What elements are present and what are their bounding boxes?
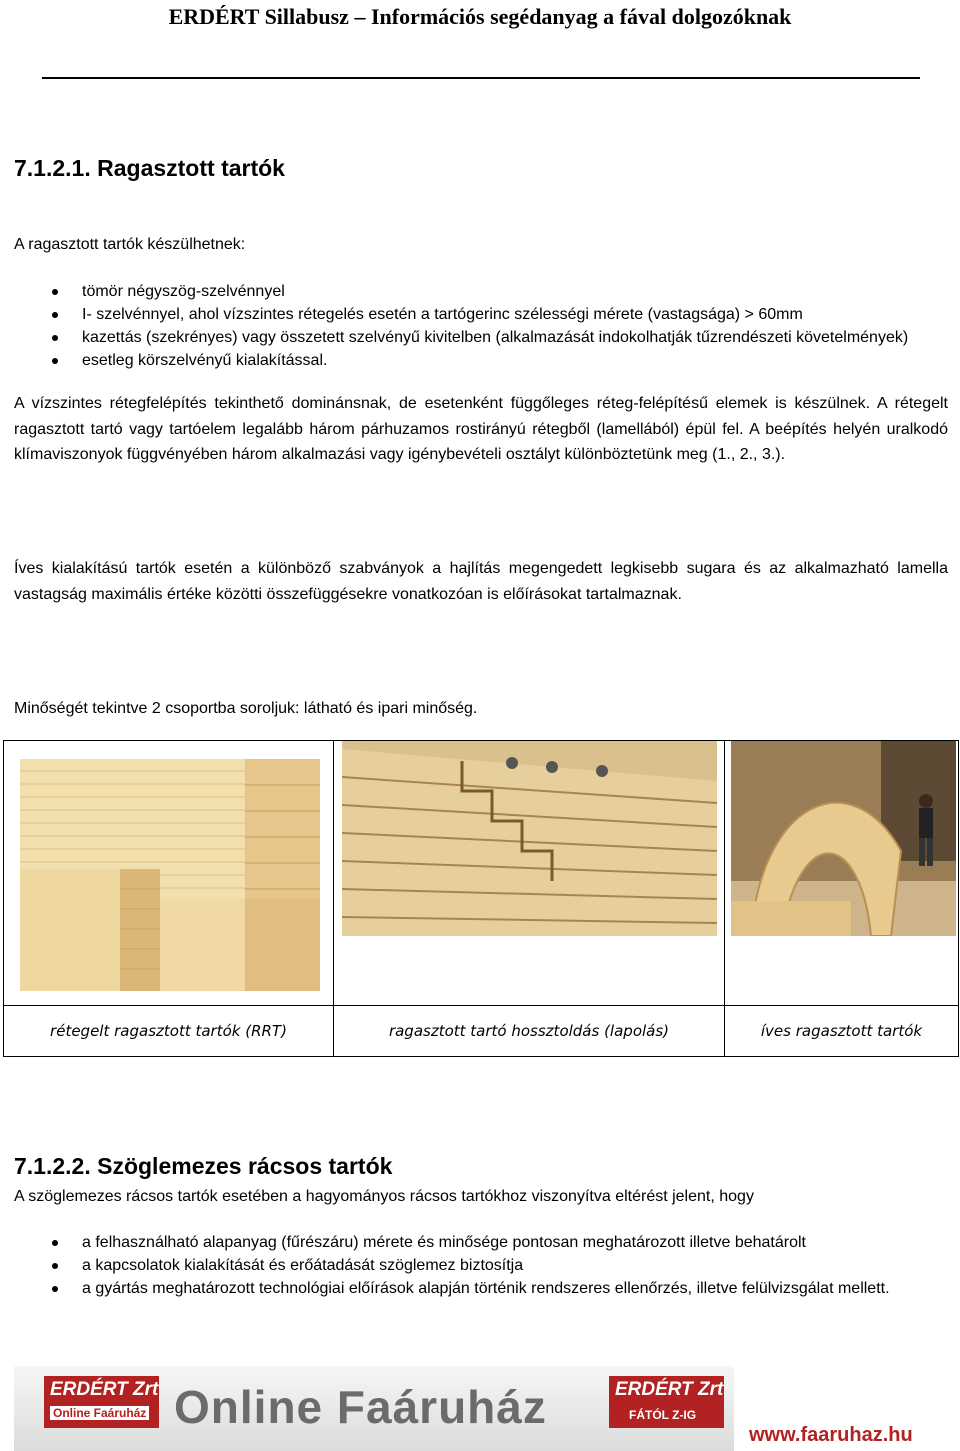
figure-table bbox=[3, 740, 959, 1057]
list-item: tömör négyszög-szelvénnyel bbox=[14, 280, 948, 303]
footer-banner bbox=[14, 1366, 946, 1451]
list-item: a kapcsolatok kialakítását és erőátadását szöglemez biztosítja bbox=[14, 1254, 948, 1277]
section1-paragraph-3: Minőségét tekintve 2 csoportba soroljuk: látható és ipari minőség. bbox=[14, 700, 478, 717]
finger-joint-beam-image bbox=[342, 741, 717, 936]
online-faaruhaz-wordmark: Online Faáruház bbox=[174, 1381, 547, 1433]
section2-bullet-list bbox=[14, 1231, 948, 1300]
figure-cell-hossztoldas bbox=[334, 741, 725, 1005]
header-divider bbox=[42, 77, 920, 79]
section1-paragraph-1: A vízszintes rétegfelépítés tekinthető dominánsnak, de esetenként függőleges réteg-felépítésű elemek is készülnek. A rétegelt ragasztott tartó vagy tartóelem legalább három párhuzamos rostirányú rétegből (lamellából) épül fel. A beépítés helyén uralkodó klímaviszonyok függvényében három alkalmazási vagy igénybevételi osztályt különböztetünk meg (1., 2., 3.). bbox=[14, 395, 948, 463]
footer-url[interactable]: www.faaruhaz.hu bbox=[749, 1424, 913, 1446]
figure-image-row bbox=[4, 741, 958, 1006]
erdert-logo-left: ERDÉRT Zrt Online Faáruház bbox=[44, 1376, 159, 1428]
glulam-beams-image bbox=[10, 749, 328, 997]
list-item: a felhasználható alapanyag (fűrészáru) mérete és minősége pontosan meghatározott illetve behatárolt bbox=[14, 1231, 948, 1254]
section-heading-ragasztott-tartok: 7.1.2.1. Ragasztott tartók bbox=[14, 155, 285, 181]
section1-intro: A ragasztott tartók készülhetnek: bbox=[14, 236, 246, 253]
figure-caption-row bbox=[4, 1006, 958, 1056]
list-item: kazettás (szekrényes) vagy összetett szelvényű kivitelben (alkalmazását indokolhatják tűzrendészeti követelmények) bbox=[14, 326, 948, 349]
list-item: I- szelvénnyel, ahol vízszintes rétegelés esetén a tartógerinc szélességi mérete (vastagsága) > 60mm bbox=[14, 303, 948, 326]
curved-beam-image bbox=[731, 741, 956, 936]
page-header-title: ERDÉRT Sillabusz – Információs segédanyag a fával dolgozóknak bbox=[168, 4, 792, 29]
erdert-logo-right: ERDÉRT Zrt FÁTÓL Z-IG bbox=[609, 1376, 724, 1428]
caption-ives: íves ragasztott tartók bbox=[760, 1022, 923, 1040]
section1-paragraph-2: Íves kialakítású tartók esetén a különböző szabványok a hajlítás megengedett legkisebb sugara és az alkalmazható lamella vastagság maximális értéke közötti összefüggésekre vonatkozóan is előírásokat tartalmaznak. bbox=[14, 560, 948, 603]
list-item: esetleg körszelvényű kialakítással. bbox=[14, 349, 948, 372]
caption-hossztoldas: ragasztott tartó hossztoldás (lapolás) bbox=[334, 1006, 725, 1056]
section2-intro: A szöglemezes rácsos tartók esetében a hagyományos rácsos tartókhoz viszonyítva eltérést jelent, hogy bbox=[14, 1188, 754, 1205]
figure-cell-rrt bbox=[4, 741, 334, 1005]
section-heading-szoglemezes-racsos-tartok: 7.1.2.2. Szöglemezes rácsos tartók bbox=[14, 1153, 393, 1179]
figure-cell-ives bbox=[725, 741, 958, 1005]
section1-bullet-list bbox=[14, 280, 948, 372]
list-item: a gyártás meghatározott technológiai előírások alapján történik rendszeres ellenőrzés, illetve felülvizsgálat mellett. bbox=[14, 1277, 948, 1300]
caption-rrt: rétegelt ragasztott tartók (RRT) bbox=[4, 1006, 334, 1056]
